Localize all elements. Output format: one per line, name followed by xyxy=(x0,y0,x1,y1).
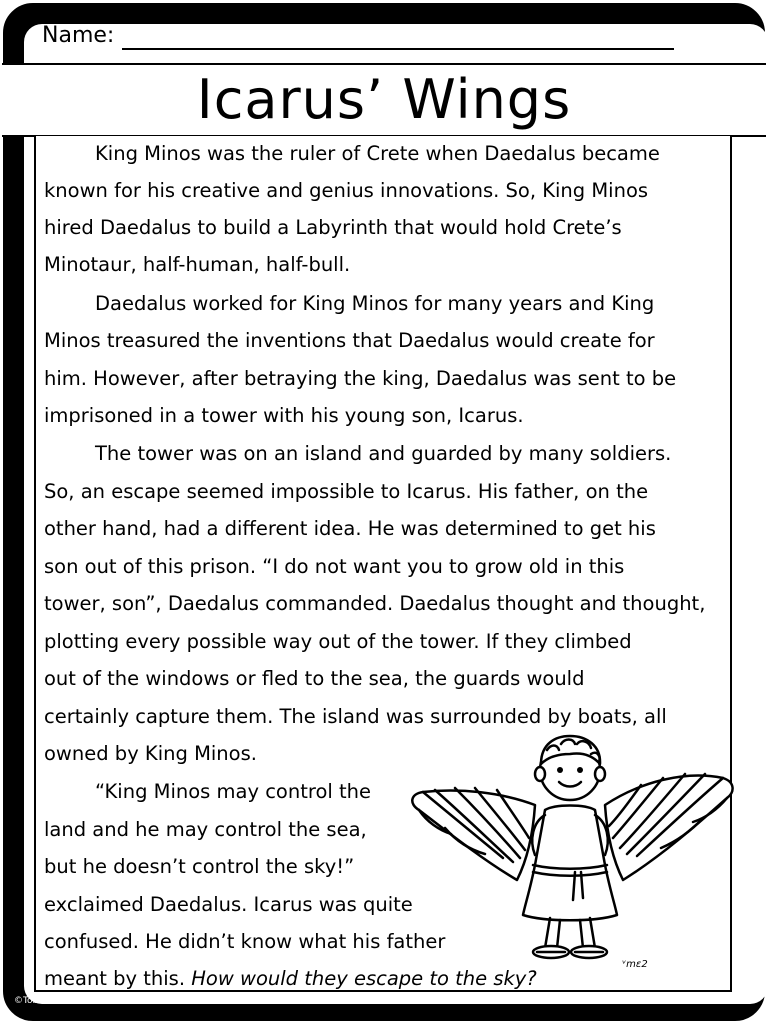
story-line: land and he may control the sea, xyxy=(44,818,367,841)
story-line: other hand, had a different idea. He was determined to get his xyxy=(44,517,656,540)
story-line: Minotaur, half-human, half-bull. xyxy=(44,253,351,276)
story-line: imprisoned in a tower with his young son, Icarus. xyxy=(44,404,524,427)
story-line: son out of this prison. “I do not want you to grow old in this xyxy=(44,555,625,578)
story-line: him. However, after betraying the king, Daedalus was sent to be xyxy=(44,367,677,390)
story-line: Daedalus worked for King Minos for many years and King xyxy=(95,292,655,315)
page-title: Icarus’ Wings xyxy=(196,68,572,131)
name-blank-line[interactable] xyxy=(122,24,674,50)
story-line: confused. He didn’t know what his father xyxy=(44,930,446,953)
story-line: hired Daedalus to build a Labyrinth that would hold Crete’s xyxy=(44,216,622,239)
name-label: Name: xyxy=(42,23,115,48)
title-banner xyxy=(2,63,766,137)
story-line: Minos treasured the inventions that Daedalus would create for xyxy=(44,329,655,352)
story-line: “King Minos may control the xyxy=(95,780,372,803)
story-question: How would they escape to the sky? xyxy=(191,967,537,990)
story-line: out of the windows or fled to the sea, the guards would xyxy=(44,667,585,690)
story-line: plotting every possible way out of the tower. If they climbed xyxy=(44,630,632,653)
story-line-text: meant by this. xyxy=(44,967,186,990)
story-line: tower, son”, Daedalus commanded. Daedalus thought and thought, xyxy=(44,592,706,615)
story-line: exclaimed Daedalus. Icarus was quite xyxy=(44,893,413,916)
story-line: King Minos was the ruler of Crete when Daedalus became xyxy=(95,142,660,165)
story-line: So, an escape seemed impossible to Icarus. His father, on the xyxy=(44,480,649,503)
copyright-text: ©Tobin, Mar. 2017 xyxy=(14,996,97,1006)
artist-signature: ᵛmɛ2 xyxy=(622,959,648,970)
name-field xyxy=(42,22,674,50)
story-line: certainly capture them. The island was surrounded by boats, all xyxy=(44,705,667,728)
story-line: The tower was on an island and guarded by many soldiers. xyxy=(95,442,672,465)
story-line: known for his creative and genius innovations. So, King Minos xyxy=(44,179,649,202)
story-line: owned by King Minos. xyxy=(44,742,257,765)
icarus-illustration xyxy=(405,730,735,975)
story-line: but he doesn’t control the sky!” xyxy=(44,855,355,878)
